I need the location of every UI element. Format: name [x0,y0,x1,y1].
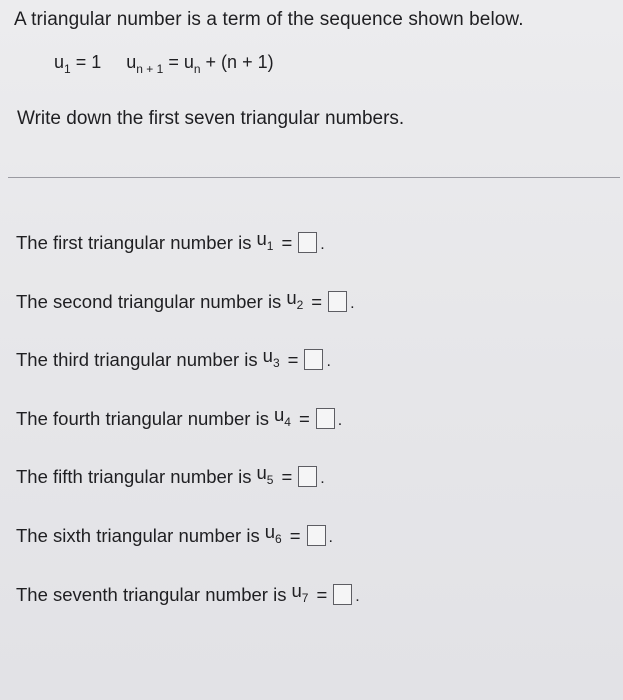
answer-row-7 [16,579,360,610]
equals-sign: = [316,583,328,605]
answer-subscript: 3 [272,356,280,370]
equals-sign: = [281,465,293,487]
answer-variable [286,286,303,317]
answer-symbol: u [262,345,273,366]
answer-terminator: . [328,528,333,546]
equals-sign: = [298,407,310,429]
section-divider [8,177,620,178]
answer-label: The second triangular number is [16,290,282,312]
answer-subscript: 7 [301,591,309,605]
answer-input-u3[interactable] [304,349,323,370]
initial-term-symbol: u [54,52,65,72]
initial-term [54,50,101,81]
initial-term-rhs: = 1 [75,52,102,72]
recurrence-lhs-subscript: n + 1 [136,62,164,76]
answer-symbol: u [291,580,302,601]
answer-variable [274,403,291,434]
initial-term-subscript: 1 [64,62,71,76]
answer-symbol: u [256,462,267,483]
answer-subscript: 4 [284,415,291,429]
answer-symbol: u [256,228,267,249]
question-instruction: Write down the first seven triangular numbers. [17,108,405,129]
answer-row-1 [16,227,325,258]
answer-subscript: 1 [266,239,274,253]
answer-label: The first triangular number is [16,231,252,253]
answer-label: The fourth triangular number is [16,407,269,429]
question-prompt: A triangular number is a term of the sequence shown below. [14,9,524,30]
answer-input-u5[interactable] [298,466,317,487]
answer-subscript: 6 [275,532,282,546]
answer-variable [291,579,308,610]
answer-input-u7[interactable] [333,584,352,605]
recurrence-relation [126,50,273,81]
answer-variable [256,227,273,258]
answer-label: The third triangular number is [16,348,258,370]
answer-input-u1[interactable] [298,232,317,253]
equals-sign: = [311,290,323,312]
recurrence-lhs-symbol: u [126,52,137,72]
answer-terminator: . [320,235,325,253]
answer-row-5 [16,461,325,492]
answer-symbol: u [264,521,275,542]
answer-terminator: . [355,587,360,605]
answer-label: The sixth triangular number is [16,524,260,546]
answer-row-2 [16,286,355,317]
answer-variable [256,461,273,492]
answer-terminator: . [350,294,355,312]
answer-input-u2[interactable] [328,291,347,312]
answer-terminator: . [326,352,331,370]
answer-row-6 [16,520,333,551]
recurrence-definition [54,50,294,81]
answer-label: The seventh triangular number is [16,583,287,605]
answer-row-4 [16,403,342,434]
answer-variable [265,520,282,551]
recurrence-rhs-subscript: n [193,62,201,76]
answer-terminator: . [337,411,343,429]
answer-label: The fifth triangular number is [16,465,252,487]
answer-input-u4[interactable] [316,408,335,429]
answer-symbol: u [273,404,285,425]
equals-sign: = [281,231,293,253]
answer-variable [263,344,280,375]
answer-row-3 [16,344,331,375]
answer-subscript: 2 [296,298,304,312]
answer-symbol: u [286,287,297,308]
answer-input-u6[interactable] [307,525,326,546]
recurrence-rhs-prefix: = u [168,52,194,72]
recurrence-rhs-suffix: + (n + 1) [200,52,274,72]
answer-subscript: 5 [266,473,274,487]
equals-sign: = [289,524,301,546]
equals-sign: = [287,348,299,370]
answer-terminator: . [320,469,325,487]
